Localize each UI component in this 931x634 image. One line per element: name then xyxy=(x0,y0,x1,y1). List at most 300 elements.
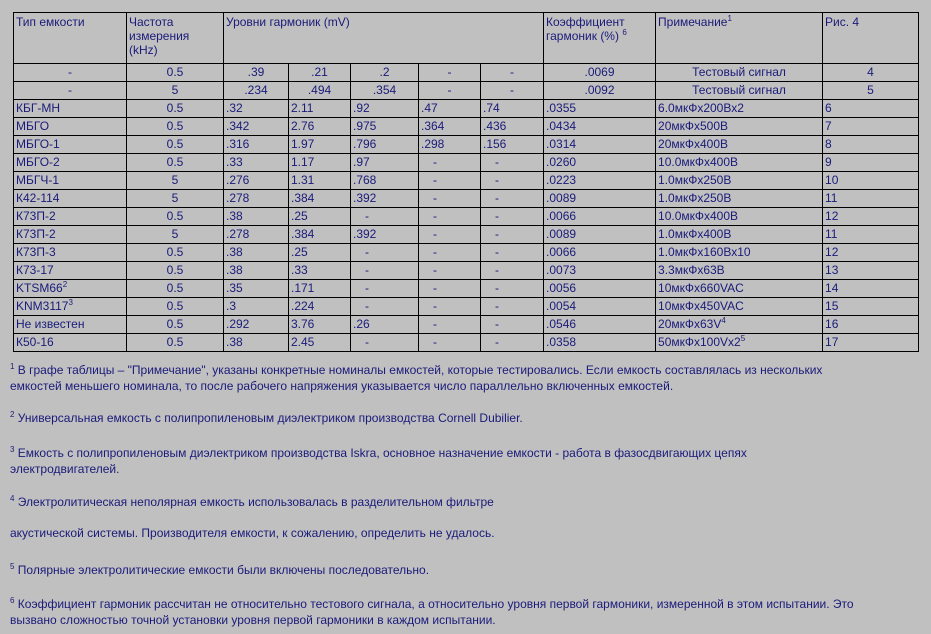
cell-h3 xyxy=(351,316,419,334)
cell-h5 xyxy=(481,190,544,208)
cell-text: 1.0мкФх160Вх10 xyxy=(658,245,751,259)
footnote-number: 3 xyxy=(10,445,15,454)
footnote-2 xyxy=(10,410,910,426)
cell-text: - xyxy=(510,65,514,79)
cell-freq xyxy=(127,64,224,82)
cell-text: .292 xyxy=(226,317,250,331)
footnote-text: Электролитическая неполярная емкость использовалась в разделительном фильтре xyxy=(17,495,494,509)
cell-freq xyxy=(127,316,224,334)
cell-type xyxy=(14,118,127,136)
cell-text: К73П-2 xyxy=(16,209,56,223)
cell-text: 12 xyxy=(825,209,839,223)
cell-h2 xyxy=(289,208,351,226)
cell-thd xyxy=(544,244,656,262)
cell-text: - xyxy=(495,245,499,259)
cell-fig xyxy=(823,226,919,244)
cell-fig xyxy=(823,298,919,316)
cell-thd xyxy=(544,118,656,136)
cell-h3 xyxy=(351,226,419,244)
cell-freq xyxy=(127,298,224,316)
cell-text: 0.5 xyxy=(166,137,184,151)
cell-text: - xyxy=(495,317,499,331)
cell-note xyxy=(656,118,823,136)
cell-h5 xyxy=(481,154,544,172)
footnote-number: 4 xyxy=(10,494,15,503)
cell-h3 xyxy=(351,136,419,154)
cell-text: 11 xyxy=(825,191,838,205)
cell-text: .342 xyxy=(226,119,250,133)
cell-text: .38 xyxy=(226,335,243,349)
cell-text: .97 xyxy=(353,155,370,169)
cell-text: 2.76 xyxy=(291,119,315,133)
cell-text: - xyxy=(495,191,499,205)
cell-h2 xyxy=(289,154,351,172)
header-thd-label: Коэффициент гармоник (%) xyxy=(546,15,625,43)
cell-h1 xyxy=(224,154,289,172)
cell-text: - xyxy=(68,83,72,97)
cell-h5 xyxy=(481,64,544,82)
cell-text: 5 xyxy=(171,191,179,205)
table-row xyxy=(14,298,919,316)
cell-thd xyxy=(544,82,656,100)
cell-text: 9 xyxy=(825,155,832,169)
cell-text: .0069 xyxy=(584,65,615,79)
cell-freq xyxy=(127,118,224,136)
cell-text: 6 xyxy=(825,101,832,115)
cell-h5 xyxy=(481,334,544,352)
cell-h4 xyxy=(419,316,481,334)
cell-text: - xyxy=(433,155,437,169)
table-row xyxy=(14,226,919,244)
cell-text: - xyxy=(495,155,499,169)
cell-text: 15 xyxy=(825,299,839,313)
header-harmonic-levels: Уровни гармоник (mV) xyxy=(224,13,544,64)
cell-text: МБГО xyxy=(16,119,50,133)
cell-text: 1.17 xyxy=(291,155,315,169)
cell-fig xyxy=(823,64,919,82)
table-row xyxy=(14,208,919,226)
cell-h2 xyxy=(289,82,351,100)
cell-text: .278 xyxy=(226,191,250,205)
cell-text: 12 xyxy=(825,245,839,259)
table-row xyxy=(14,82,919,100)
cell-text: 0.5 xyxy=(166,299,184,313)
cell-freq xyxy=(127,226,224,244)
cell-text: .0260 xyxy=(546,155,577,169)
cell-note xyxy=(656,316,823,334)
cell-text: .768 xyxy=(353,173,377,187)
header-note xyxy=(656,13,823,64)
cell-type xyxy=(14,226,127,244)
cell-h1 xyxy=(224,82,289,100)
cell-text: .384 xyxy=(291,227,315,241)
cell-text: - xyxy=(433,281,437,295)
cell-type xyxy=(14,280,127,298)
cell-text: - xyxy=(365,335,369,349)
cell-text: - xyxy=(433,173,437,187)
cell-text: .276 xyxy=(226,173,250,187)
cell-type xyxy=(14,172,127,190)
footnote-1 xyxy=(10,362,910,394)
cell-h4 xyxy=(419,154,481,172)
cell-text: 14 xyxy=(825,281,839,295)
cell-h1 xyxy=(224,280,289,298)
cell-thd xyxy=(544,136,656,154)
cell-fig xyxy=(823,262,919,280)
cell-text: МБГЧ-1 xyxy=(16,173,60,187)
cell-text: 0.5 xyxy=(166,101,184,115)
cell-text: .975 xyxy=(353,119,377,133)
cell-text: МБГО-1 xyxy=(16,137,60,151)
cell-h3 xyxy=(351,208,419,226)
cell-text: .384 xyxy=(291,191,315,205)
cell-text: .354 xyxy=(372,83,397,97)
cell-h3 xyxy=(351,64,419,82)
cell-note xyxy=(656,226,823,244)
cell-h2 xyxy=(289,244,351,262)
table-row xyxy=(14,64,919,82)
cell-text: 8 xyxy=(825,137,832,151)
cell-freq xyxy=(127,334,224,352)
footnote-text: Универсальная емкость с полипропиленовым диэлектриком производства Cornell Dubilier. xyxy=(17,411,523,425)
cell-text: 20мкФх63V xyxy=(658,317,722,331)
cell-thd xyxy=(544,64,656,82)
cell-text: .33 xyxy=(226,155,243,169)
cell-type xyxy=(14,244,127,262)
cell-text: - xyxy=(433,317,437,331)
footnote-text: Емкость с полипропиленовым диэлектриком производства Iskra, основное назначение емкости - работа в фазосдвигающих цепях xyxy=(17,446,747,460)
cell-freq xyxy=(127,100,224,118)
cell-text: .0089 xyxy=(546,191,577,205)
cell-text: К73П-3 xyxy=(16,245,56,259)
table-header-row xyxy=(14,13,919,64)
cell-text: .0066 xyxy=(546,209,577,223)
cell-text: .156 xyxy=(483,137,507,151)
cell-text: .38 xyxy=(226,263,243,277)
cell-text: 1.0мкФх400В xyxy=(658,227,732,241)
cell-note xyxy=(656,208,823,226)
cell-text: 1.31 xyxy=(291,173,315,187)
cell-freq xyxy=(127,244,224,262)
header-note-label: Примечание xyxy=(658,15,728,29)
cell-fig xyxy=(823,172,919,190)
cell-h3 xyxy=(351,262,419,280)
cell-thd xyxy=(544,100,656,118)
cell-freq xyxy=(127,154,224,172)
header-figure: Рис. 4 xyxy=(823,13,919,64)
cell-text: - xyxy=(433,191,437,205)
cell-h3 xyxy=(351,280,419,298)
cell-text: .47 xyxy=(421,101,438,115)
cell-text: .26 xyxy=(353,317,370,331)
cell-thd xyxy=(544,226,656,244)
table-row xyxy=(14,136,919,154)
cell-fig xyxy=(823,208,919,226)
cell-text: .74 xyxy=(483,101,500,115)
cell-fig xyxy=(823,334,919,352)
cell-h5 xyxy=(481,208,544,226)
cell-h5 xyxy=(481,298,544,316)
cell-text: - xyxy=(495,335,499,349)
cell-text: 20мкФх400В xyxy=(658,137,729,151)
cell-h2 xyxy=(289,64,351,82)
cell-text: 0.5 xyxy=(166,263,184,277)
cell-text: 0.5 xyxy=(166,281,184,295)
cell-text: 5 xyxy=(171,173,179,187)
cell-text: 17 xyxy=(825,335,839,349)
cell-h2 xyxy=(289,298,351,316)
cell-text: .0546 xyxy=(546,317,577,331)
cell-text: .32 xyxy=(226,101,243,115)
cell-text: - xyxy=(495,227,499,241)
header-thd xyxy=(544,13,656,64)
footnote-ref: 3 xyxy=(68,298,73,307)
cell-h5 xyxy=(481,280,544,298)
cell-text: 2.11 xyxy=(291,101,314,115)
cell-type xyxy=(14,136,127,154)
cell-h4 xyxy=(419,226,481,244)
table-row xyxy=(14,244,919,262)
cell-text: - xyxy=(365,263,369,277)
cell-text: 3.76 xyxy=(291,317,315,331)
cell-text: - xyxy=(365,299,369,313)
cell-h2 xyxy=(289,136,351,154)
cell-text: 10.0мкФх400В xyxy=(658,209,739,223)
cell-h1 xyxy=(224,190,289,208)
cell-thd xyxy=(544,208,656,226)
cell-h3 xyxy=(351,118,419,136)
cell-text: .494 xyxy=(307,83,332,97)
cell-text: .0314 xyxy=(546,137,577,151)
cell-text: Тестовый сигнал xyxy=(692,83,786,97)
cell-text: 0.5 xyxy=(166,209,184,223)
footnote-text: Коэффициент гармоник рассчитан не относительно тестового сигнала, а относительно уровня первой гармоники, измеренной в этом испытании. Это xyxy=(17,597,854,611)
cell-h5 xyxy=(481,262,544,280)
cell-text: - xyxy=(447,83,452,97)
cell-h5 xyxy=(481,316,544,334)
footnote-text: акустической системы. Производителя емкости, к сожалению, определить не удалось. xyxy=(10,526,495,540)
cell-h4 xyxy=(419,136,481,154)
cell-text: .796 xyxy=(353,137,377,151)
cell-text: - xyxy=(433,299,437,313)
cell-text: 6.0мкФх200Вх2 xyxy=(658,101,744,115)
cell-h2 xyxy=(289,262,351,280)
cell-h2 xyxy=(289,100,351,118)
cell-h3 xyxy=(351,334,419,352)
cell-text: - xyxy=(447,65,452,79)
cell-text: К73-17 xyxy=(16,263,54,277)
cell-note xyxy=(656,64,823,82)
cell-text: .234 xyxy=(244,83,268,97)
cell-thd xyxy=(544,280,656,298)
cell-text: 11 xyxy=(825,227,838,241)
footnote-number: 1 xyxy=(10,362,15,371)
cell-text: К42-114 xyxy=(16,191,60,205)
cell-h1 xyxy=(224,262,289,280)
footnote-ref: 1 xyxy=(727,14,732,23)
cell-h2 xyxy=(289,172,351,190)
cell-freq xyxy=(127,172,224,190)
cell-text: МБГО-2 xyxy=(16,155,60,169)
cell-thd xyxy=(544,298,656,316)
cell-type xyxy=(14,334,127,352)
cell-h3 xyxy=(351,190,419,208)
cell-text: .3 xyxy=(226,299,237,313)
cell-text: Тестовый сигнал xyxy=(692,65,786,79)
cell-h4 xyxy=(419,262,481,280)
cell-text: 0.5 xyxy=(166,335,184,349)
cell-h4 xyxy=(419,298,481,316)
footnote-text: емкостей меньшего номинала, то после рабочего напряжения указывается число параллельно включенных емкостей. xyxy=(10,379,674,393)
cell-text: .0073 xyxy=(546,263,577,277)
cell-text: - xyxy=(510,83,514,97)
cell-h4 xyxy=(419,334,481,352)
cell-fig xyxy=(823,136,919,154)
cell-text: 0.5 xyxy=(166,119,184,133)
cell-h1 xyxy=(224,226,289,244)
cell-h3 xyxy=(351,82,419,100)
cell-h1 xyxy=(224,172,289,190)
cell-h4 xyxy=(419,64,481,82)
cell-fig xyxy=(823,244,919,262)
footnote-number: 2 xyxy=(10,410,15,419)
cell-h1 xyxy=(224,334,289,352)
footnote-number: 6 xyxy=(10,596,15,605)
cell-text: - xyxy=(365,281,369,295)
cell-text: 5 xyxy=(171,227,179,241)
cell-text: .33 xyxy=(291,263,308,277)
cell-text: .392 xyxy=(353,227,377,241)
cell-text: КБГ-МН xyxy=(16,101,61,115)
cell-h5 xyxy=(481,82,544,100)
cell-freq xyxy=(127,262,224,280)
footnote-ref: 2 xyxy=(62,280,68,289)
table-row xyxy=(14,172,919,190)
cell-type xyxy=(14,64,127,82)
cell-freq xyxy=(127,136,224,154)
cell-text: .316 xyxy=(226,137,250,151)
cell-h1 xyxy=(224,208,289,226)
footnote-cont xyxy=(10,525,910,541)
footnote-text: В графе таблицы – "Примечание", указаны конкретные номиналы емкостей, которые тестировались. Если емкость составлялась из нескольких xyxy=(17,363,823,377)
cell-type xyxy=(14,262,127,280)
table-row xyxy=(14,262,919,280)
cell-text: .21 xyxy=(311,65,328,79)
cell-type xyxy=(14,82,127,100)
cell-h3 xyxy=(351,100,419,118)
footnote-ref: 5 xyxy=(740,334,746,343)
cell-h5 xyxy=(481,100,544,118)
cell-text: .35 xyxy=(226,281,243,295)
cell-text: .38 xyxy=(226,245,243,259)
cell-h2 xyxy=(289,190,351,208)
cell-h3 xyxy=(351,172,419,190)
table-row xyxy=(14,190,919,208)
cell-text: К73П-2 xyxy=(16,227,56,241)
cell-type xyxy=(14,298,127,316)
footnote-4 xyxy=(10,494,910,510)
cell-fig xyxy=(823,100,919,118)
cell-fig xyxy=(823,190,919,208)
footnote-5 xyxy=(10,562,910,578)
cell-h4 xyxy=(419,172,481,190)
cell-thd xyxy=(544,172,656,190)
cell-text: .0056 xyxy=(546,281,577,295)
cell-text: - xyxy=(433,245,437,259)
cell-text: 1.0мкФх250В xyxy=(658,191,732,205)
cell-text: 5 xyxy=(867,83,874,97)
cell-text: - xyxy=(495,173,499,187)
cell-note xyxy=(656,190,823,208)
cell-text: .2 xyxy=(379,65,390,79)
footnote-text: электродвигателей. xyxy=(10,462,120,476)
cell-text: 0.5 xyxy=(166,317,184,331)
cell-text: .392 xyxy=(353,191,377,205)
cell-text: .92 xyxy=(353,101,370,115)
table-row xyxy=(14,100,919,118)
cell-note xyxy=(656,154,823,172)
cell-text: 10мкФх660VAC xyxy=(658,281,744,295)
cell-text: - xyxy=(495,299,499,313)
cell-text: - xyxy=(365,209,369,223)
cell-text: .25 xyxy=(291,209,308,223)
cell-note xyxy=(656,262,823,280)
cell-text: .38 xyxy=(226,209,243,223)
cell-h5 xyxy=(481,226,544,244)
cell-text: 0.5 xyxy=(166,65,184,79)
cell-type xyxy=(14,190,127,208)
cell-text: .25 xyxy=(291,245,308,259)
cell-type xyxy=(14,154,127,172)
cell-note xyxy=(656,136,823,154)
cell-text: - xyxy=(68,65,72,79)
cell-h5 xyxy=(481,118,544,136)
cell-h2 xyxy=(289,280,351,298)
cell-note xyxy=(656,100,823,118)
cell-text: .0092 xyxy=(584,83,615,97)
harmonics-table xyxy=(13,12,919,352)
cell-note xyxy=(656,334,823,352)
cell-text: 20мкФх500В xyxy=(658,119,729,133)
table-row xyxy=(14,316,919,334)
cell-text: - xyxy=(433,209,437,223)
cell-text: .436 xyxy=(483,119,507,133)
table-row xyxy=(14,154,919,172)
cell-text: 13 xyxy=(825,263,839,277)
table-row xyxy=(14,118,919,136)
cell-text: 2.45 xyxy=(291,335,315,349)
footnote-ref: 6 xyxy=(622,28,627,37)
cell-text: 7 xyxy=(825,119,832,133)
cell-fig xyxy=(823,154,919,172)
cell-text: - xyxy=(365,245,369,259)
cell-text: 10мкФх450VAC xyxy=(658,299,744,313)
footnote-number: 5 xyxy=(10,562,15,571)
cell-h4 xyxy=(419,82,481,100)
cell-thd xyxy=(544,190,656,208)
cell-note xyxy=(656,280,823,298)
cell-h4 xyxy=(419,118,481,136)
cell-text: .0066 xyxy=(546,245,577,259)
footnote-text: Полярные электролитические емкости были включены последовательно. xyxy=(17,563,430,577)
footnote-3 xyxy=(10,445,910,477)
cell-thd xyxy=(544,262,656,280)
cell-fig xyxy=(823,118,919,136)
cell-h1 xyxy=(224,136,289,154)
cell-thd xyxy=(544,334,656,352)
cell-text: - xyxy=(433,335,437,349)
cell-note xyxy=(656,244,823,262)
